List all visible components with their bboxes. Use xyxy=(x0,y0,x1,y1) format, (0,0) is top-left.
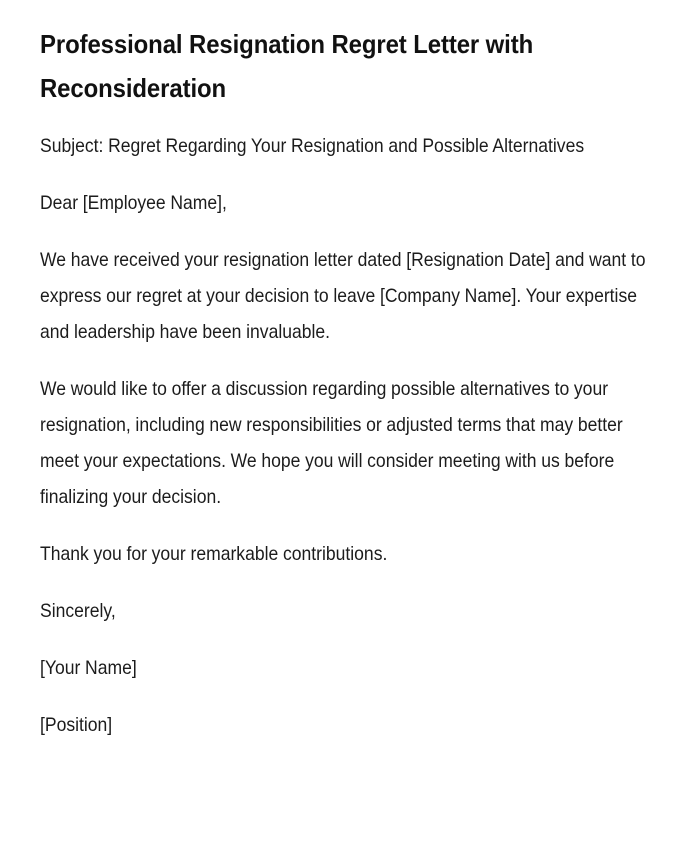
page-title: Professional Resignation Regret Letter with Reconsideration xyxy=(40,29,534,103)
body-paragraph-1: We have received your resignation letter dated [Resignation Date] and want to express our regret at your decision to leave [Company Name]. Your expertise and leadership have been invaluable. xyxy=(40,249,646,343)
closing-line: Sincerely, xyxy=(40,600,116,622)
signature-position: [Position] xyxy=(40,714,113,736)
subject-line: Subject: Regret Regarding Your Resignation and Possible Alternatives xyxy=(40,135,585,157)
letter-body xyxy=(40,128,660,743)
salutation-line: Dear [Employee Name], xyxy=(40,192,227,214)
signature-name: [Your Name] xyxy=(40,657,137,679)
thanks-line: Thank you for your remarkable contributions. xyxy=(40,543,388,565)
body-paragraph-2: We would like to offer a discussion regarding possible alternatives to your resignation, including new responsibilities or adjusted terms that may better meet your expectations. We hope you will consider meeting with us before finalizing your decision. xyxy=(40,378,623,508)
